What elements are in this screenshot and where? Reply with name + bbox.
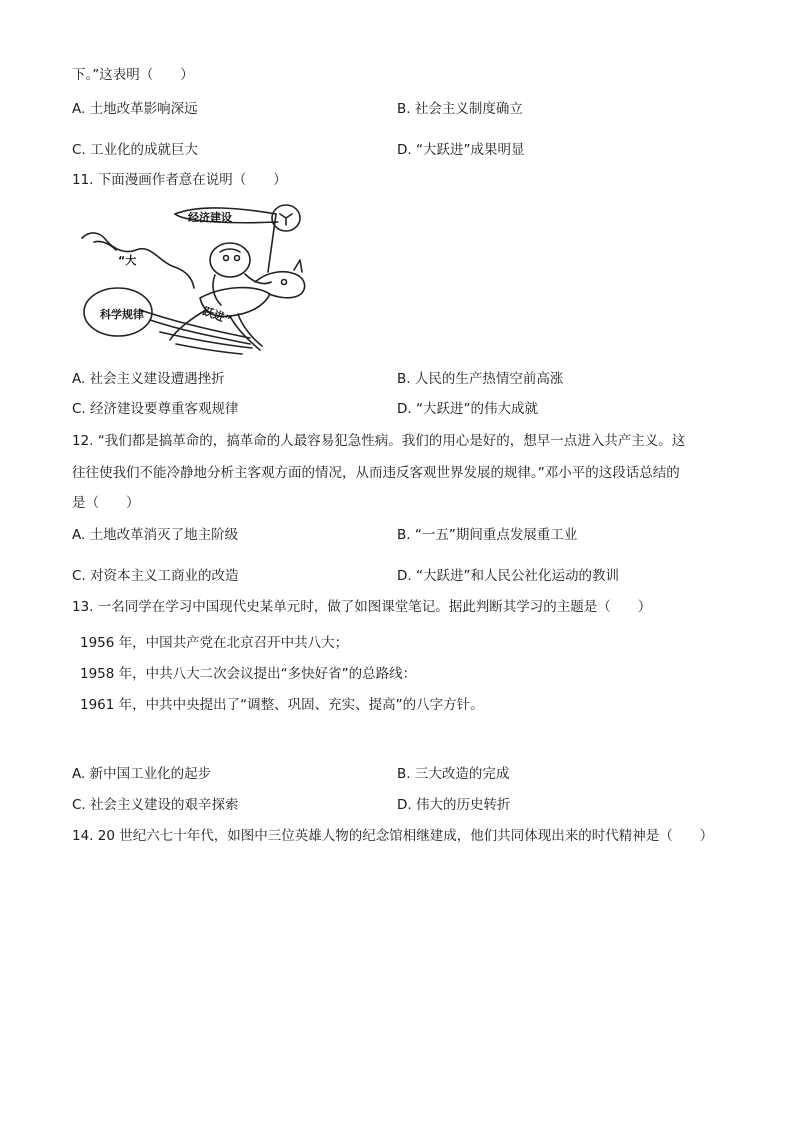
cartoon-label-economy: 经济建设: [188, 211, 232, 224]
q11-option-c: C. 经济建设要尊重客观规律: [72, 401, 239, 417]
q12-option-a: A. 土地改革消灭了地主阶级: [72, 527, 239, 543]
q12-stem-line-2: 往往使我们不能冷静地分析主客观方面的情况，从而违反客观世界发展的规律。”邓小平的这段话总结的: [72, 465, 680, 481]
q10-option-b: B. 社会主义制度确立: [397, 101, 523, 117]
cartoon-label-leap: 跃进”: [200, 304, 233, 327]
q11-option-b: B. 人民的生产热情空前高涨: [397, 371, 564, 387]
q10-stem-tail: 下。”这表明（ ）: [72, 67, 194, 83]
q13-option-d: D. 伟大的历史转折: [397, 797, 511, 813]
q12-option-c: C. 对资本主义工商业的改造: [72, 568, 239, 584]
q10-option-c: C. 工业化的成就巨大: [72, 142, 199, 158]
q13-stem: 13. 一名同学在学习中国现代史某单元时，做了如图课堂笔记。据此判断其学习的主题是（ ）: [72, 599, 652, 615]
q10-option-a: A. 土地改革影响深远: [72, 101, 198, 117]
cartoon-label-science: 科学规律: [100, 308, 144, 321]
q12-stem-line-1: 12. “我们都是搞革命的，搞革命的人最容易犯急性病。我们的用心是好的，想早一点进入共产主义。这: [72, 433, 686, 449]
q14-stem: 14. 20 世纪六七十年代，如图中三位英雄人物的纪念馆相继建成，他们共同体现出来的时代精神是（ ）: [72, 828, 714, 844]
q11-stem: 11. 下面漫画作者意在说明（ ）: [72, 172, 287, 188]
cartoon-label-big: “大: [118, 254, 137, 267]
q12-option-d: D. “大跃进”和人民公社化运动的教训: [397, 568, 619, 584]
q13-option-b: B. 三大改造的完成: [397, 766, 510, 782]
q11-option-a: A. 社会主义建设遭遇挫折: [72, 371, 225, 387]
q13-note-1: 1956 年，中国共产党在北京召开中共八大；: [80, 635, 349, 651]
great-leap-cartoon: [80, 200, 312, 358]
q10-option-d: D. “大跃进”成果明显: [397, 142, 525, 158]
cartoon-drawing: [80, 200, 312, 358]
q13-option-c: C. 社会主义建设的艰辛探索: [72, 797, 239, 813]
q13-note-3: 1961 年，中共中央提出了“调整、巩固、充实、提高”的八字方针。: [80, 697, 484, 713]
q13-option-a: A. 新中国工业化的起步: [72, 766, 212, 782]
q11-option-d: D. “大跃进”的伟大成就: [397, 401, 538, 417]
q12-stem-line-3: 是（ ）: [72, 495, 140, 511]
q12-option-b: B. “一五”期间重点发展重工业: [397, 527, 578, 543]
q13-note-2: 1958 年，中共八大二次会议提出“多快好省”的总路线：: [80, 666, 417, 682]
